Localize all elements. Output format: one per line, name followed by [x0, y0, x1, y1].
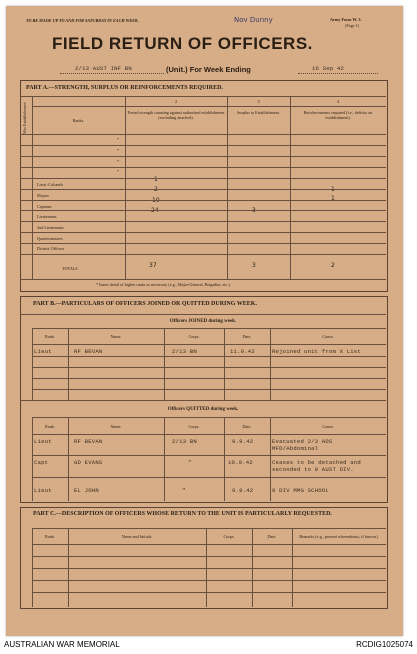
- part-b-heading: PART B.—PARTICULARS OF OFFICERS JOINED OR QUITTED DURING WEEK.: [33, 301, 257, 307]
- joined-name: RF BEVAN: [74, 348, 103, 355]
- rank-row-label: Majors: [37, 193, 49, 198]
- reinf-value: 1: [331, 186, 335, 193]
- col-header: Date.: [242, 334, 252, 339]
- form-reference: Army Form W. 3.: [330, 17, 362, 22]
- quitted-date: 9.9.42: [232, 438, 254, 445]
- quitted-corps: ": [182, 487, 186, 494]
- surplus-value: 3: [252, 207, 256, 214]
- quitted-rank: Lieut: [34, 438, 52, 445]
- quitted-cause: Evacuated 2/3 ADS MFD/Abdominal: [272, 438, 333, 452]
- posted-value: 1: [154, 176, 158, 183]
- top-note: TO BE MADE UP TO AND FOR SATURDAY IN EACH WEEK.: [26, 18, 139, 23]
- footer-source: AUSTRALIAN WAR MEMORIAL: [4, 640, 120, 649]
- rank-row-label: District Officers: [37, 246, 65, 251]
- col-num-4: 4: [336, 99, 340, 104]
- unit-name: 2/13 AUST INF BN: [75, 65, 132, 72]
- joined-date: 11.9.42: [230, 348, 255, 355]
- totals-surplus: 3: [252, 262, 256, 269]
- col-header: Corps.: [223, 534, 235, 539]
- col-header: Rank.: [45, 534, 55, 539]
- col-header: Corps.: [188, 424, 200, 429]
- side-label: [22, 122, 27, 134]
- col-num-2: 2: [174, 99, 178, 104]
- surplus-header: Surplus to Establishment.: [237, 110, 280, 115]
- col-header: Corps.: [188, 334, 200, 339]
- rank-row-label: 2nd Lieutenants: [37, 225, 64, 230]
- page-reference: (Page 1): [345, 23, 360, 28]
- reinf-header: Reinforcements required (i.e., deficits on establishment).: [303, 110, 373, 120]
- col-header: Date.: [242, 424, 252, 429]
- quitted-cause: Ceases to be detached and seconded to 9 AUST DIV.: [272, 459, 361, 473]
- col-header: Name and Initials.: [121, 534, 153, 539]
- ranks-header: Ranks.: [72, 118, 85, 123]
- totals-posted: 37: [149, 262, 157, 269]
- quitted-name: GD EVANS: [74, 459, 103, 466]
- form-title: FIELD RETURN OF OFFICERS.: [52, 34, 313, 53]
- quitted-name: RF BEVAN: [74, 438, 103, 445]
- quitted-rank: Lieut: [34, 487, 52, 494]
- totals-reinf: 2: [331, 262, 335, 269]
- col-header: Date.: [267, 534, 277, 539]
- col-header: Remarks (e.g., present whereabouts, if known).: [299, 534, 379, 539]
- quitted-rank: Capt: [34, 459, 49, 466]
- rank-row-label: Lieut.-Colonels: [37, 182, 64, 187]
- col-num-3: 3: [257, 99, 260, 104]
- joined-cause: Rejoined unit from X List: [272, 348, 361, 355]
- week-ending: 16 Sep 42: [312, 65, 345, 72]
- posted-value: 24: [151, 207, 159, 214]
- col-header: Rank.: [45, 334, 55, 339]
- totals-label: TOTALS: [62, 266, 78, 271]
- rank-row-label: Lieutenants: [37, 214, 57, 219]
- part-a-footnote: * Insert detail of higher ranks as necessary (e.g., Major-General, Brigadier, etc.).: [96, 282, 231, 287]
- joined-corps: 2/13 BN: [172, 348, 197, 355]
- part-c-box: [20, 507, 388, 609]
- quitted-date: 9.9.42: [232, 487, 254, 494]
- posted-value: 10: [152, 197, 160, 204]
- posted-value: 2: [154, 186, 158, 193]
- quitted-name: EL JOHN: [74, 487, 99, 494]
- week-underline: [298, 73, 378, 74]
- quitted-cause: 9 DIV MMG SCHOOL: [272, 487, 329, 494]
- quitted-corps: ": [188, 459, 192, 466]
- unit-label: (Unit.) For Week Ending: [166, 65, 251, 74]
- part-c-heading: PART C.—DESCRIPTION OF OFFICERS WHOSE RETURN TO THE UNIT IS PARTICULARLY REQUESTED.: [33, 511, 332, 517]
- col-header: Cause.: [322, 424, 334, 429]
- footer-id: RCDIG1025074: [356, 640, 413, 649]
- rank-row-label: Captains: [37, 204, 52, 209]
- quitted-corps: 2/13 BN: [172, 438, 197, 445]
- posted-header: Posted strength counting against authorized establishment (excluding attached).: [127, 110, 225, 120]
- col-header: Name.: [110, 334, 122, 339]
- unit-underline: [60, 73, 164, 74]
- quitted-date: 10.9.42: [228, 459, 253, 466]
- quitted-title: Officers QUITTED during week.: [167, 407, 239, 412]
- col-header: Cause.: [322, 334, 334, 339]
- col-header: Name.: [110, 424, 122, 429]
- col-header: Rank.: [45, 424, 55, 429]
- handwritten-note: Nov Dunny: [234, 16, 273, 24]
- reinf-value: 1: [331, 195, 335, 202]
- rank-row-label: Quartermasters: [37, 236, 63, 241]
- part-a-heading: PART A.—STRENGTH, SURPLUS OR REINFORCEMENTS REQUIRED.: [26, 85, 223, 91]
- joined-title: Officers JOINED during week.: [169, 319, 237, 324]
- joined-rank: Lieut: [34, 348, 52, 355]
